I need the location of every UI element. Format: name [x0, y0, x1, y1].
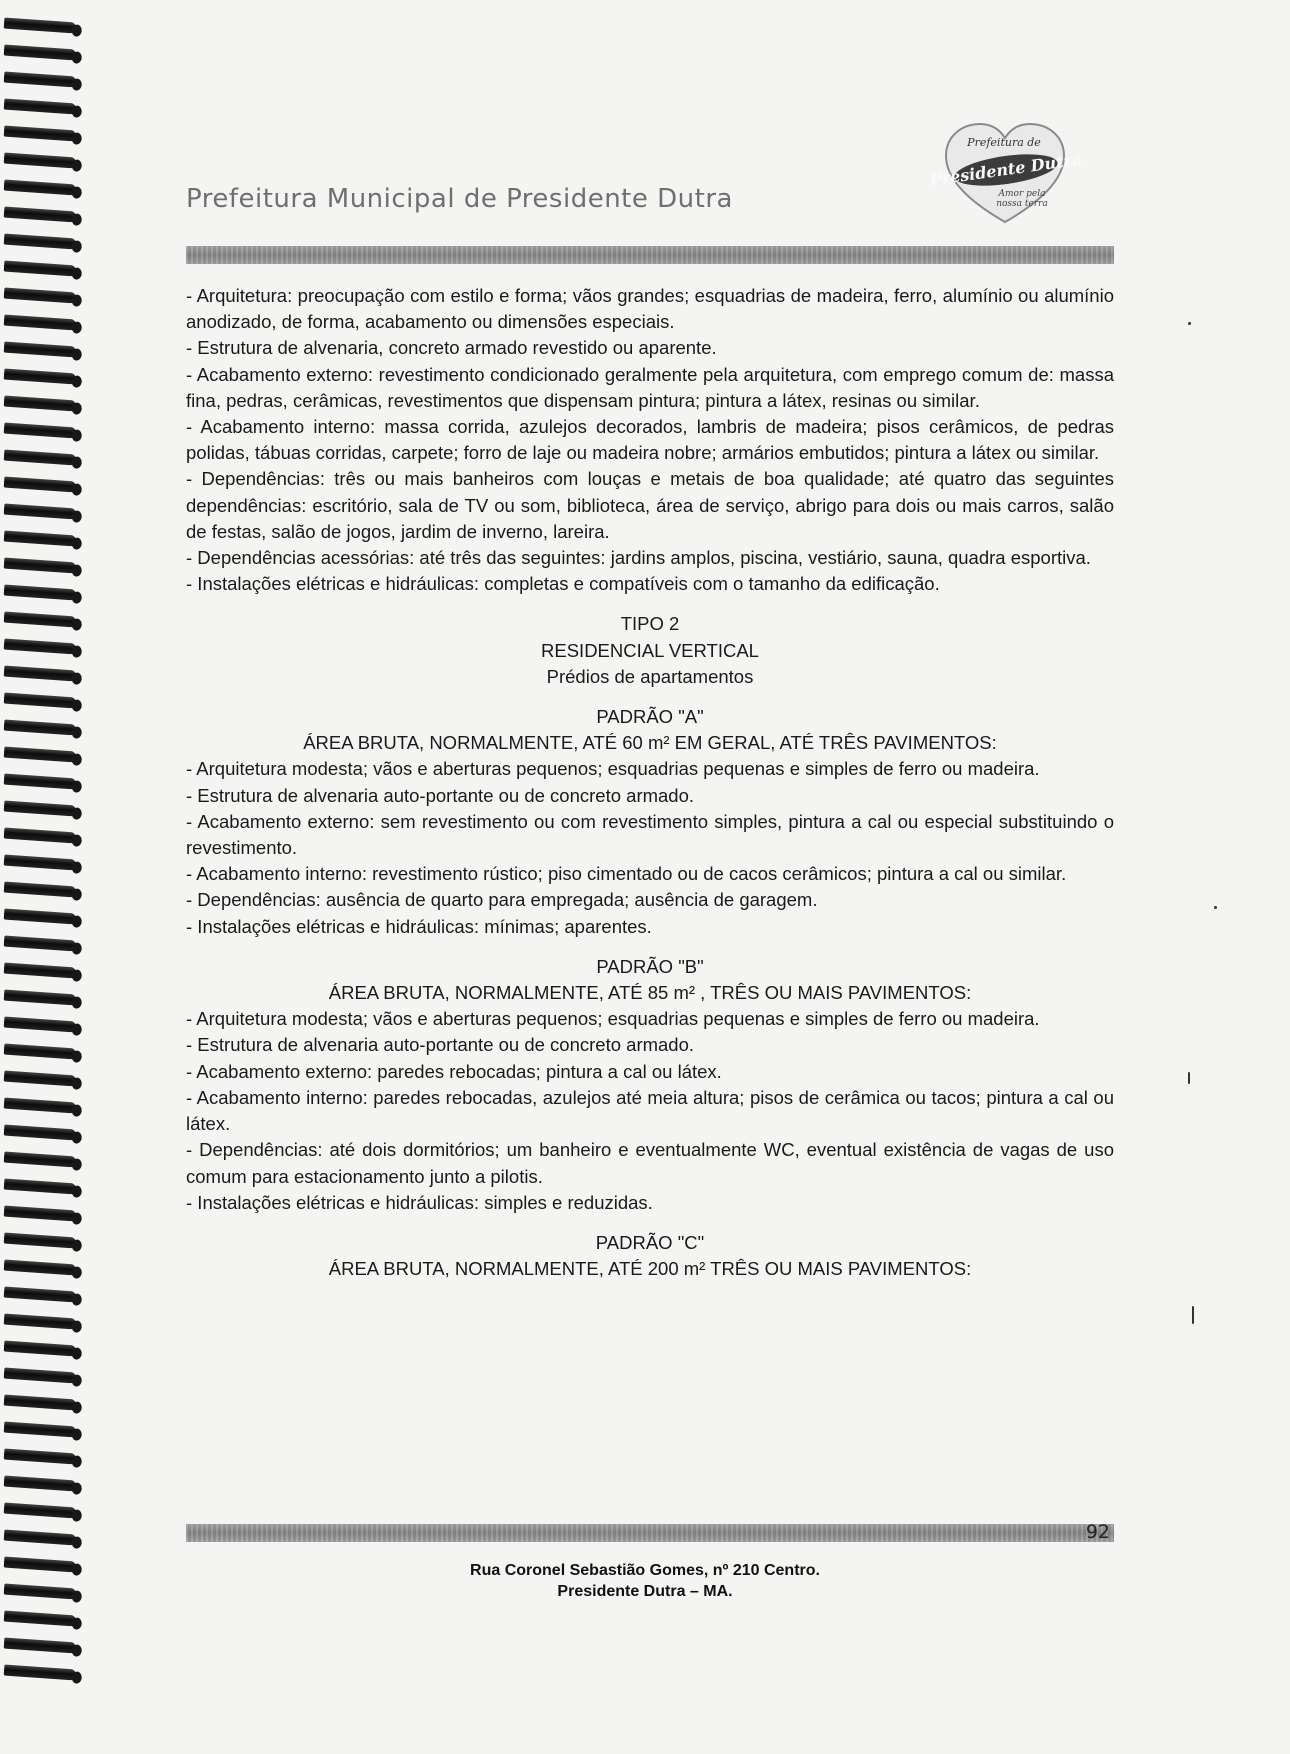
- padrao-c-area: ÁREA BRUTA, NORMALMENTE, ATÉ 200 m² TRÊS OU MAIS PAVIMENTOS:: [328, 1258, 972, 1280]
- binding-coil: [4, 909, 77, 925]
- logo-tagline-2: nossa terra: [996, 199, 1048, 209]
- page-number: 92: [1085, 1521, 1110, 1543]
- binding-coil: [4, 504, 77, 520]
- logo-tagline-1: Amor pela: [998, 189, 1046, 199]
- padrao-c-heading: PADRÃO "C": [595, 1231, 705, 1253]
- footer-line-2: Presidente Dutra – MA.: [557, 1583, 733, 1600]
- binding-coil: [4, 1476, 77, 1492]
- padrao-a-heading: PADRÃO "A": [596, 706, 704, 728]
- scan-speck: [1214, 906, 1217, 909]
- binding-coil: [4, 1287, 77, 1303]
- binding-coil: [4, 720, 77, 736]
- binding-coil: [4, 1503, 77, 1519]
- binding-coil: [4, 1071, 77, 1087]
- binding-coil: [4, 72, 77, 88]
- binding-coil: [4, 207, 77, 223]
- binding-coil: [4, 477, 77, 493]
- padrao-a-item: - Dependências: ausência de quarto para empregada; ausência de garagem.: [186, 889, 818, 911]
- binding-coil: [4, 45, 77, 61]
- padrao-b-item: - Arquitetura modesta; vãos e aberturas pequenos; esquadrias pequenas e simples de ferro ou madeira.: [186, 1008, 1040, 1030]
- footer-divider-band: [186, 1521, 1114, 1543]
- binding-coil: [4, 180, 77, 196]
- binding-coil: [4, 369, 77, 385]
- document-body: [186, 283, 1114, 1282]
- binding-coil: [4, 315, 77, 331]
- scan-speck: [1188, 1072, 1190, 1084]
- binding-coil: [4, 1665, 77, 1681]
- binding-coil: [4, 1098, 77, 1114]
- binding-coil: [4, 1638, 77, 1654]
- binding-coil: [4, 585, 77, 601]
- binding-coil: [4, 1449, 77, 1465]
- binding-coil: [4, 1341, 77, 1357]
- binding-coil: [4, 612, 77, 628]
- tipo-heading: TIPO 2: [620, 613, 680, 635]
- footer-address: [0, 1560, 1290, 1602]
- binding-coil: [4, 1395, 77, 1411]
- binding-coil: [4, 936, 77, 952]
- padrao-b-area: ÁREA BRUTA, NORMALMENTE, ATÉ 85 m² , TRÊS OU MAIS PAVIMENTOS:: [328, 982, 972, 1004]
- binding-coil: [4, 396, 77, 412]
- padrao-a-area: ÁREA BRUTA, NORMALMENTE, ATÉ 60 m² EM GERAL, ATÉ TRÊS PAVIMENTOS:: [303, 732, 997, 754]
- binding-coil: [4, 1125, 77, 1141]
- binding-coil: [4, 18, 77, 34]
- binding-coil: [4, 234, 77, 250]
- binding-coil: [4, 531, 77, 547]
- binding-coil: [4, 1044, 77, 1060]
- logo-main-text: Presidente Dutra: [928, 149, 1084, 190]
- binding-coil: [4, 963, 77, 979]
- header-divider-band: [186, 246, 1114, 264]
- intro-paragraph: - Dependências acessórias: até três das seguintes: jardins amplos, piscina, vestiário, sauna, quadra esportiva.: [186, 547, 1091, 569]
- padrao-b-item: - Estrutura de alvenaria auto-portante ou de concreto armado.: [186, 1034, 695, 1056]
- binding-coil: [4, 342, 77, 358]
- footer-line-1: Rua Coronel Sebastião Gomes, nº 210 Centro.: [470, 1562, 820, 1579]
- binding-coil: [4, 639, 77, 655]
- binding-coil: [4, 882, 77, 898]
- binding-coil: [4, 747, 77, 763]
- binding-coil: [4, 1206, 77, 1222]
- binding-coil: [4, 801, 77, 817]
- intro-paragraph: - Dependências: três ou mais banheiros com louças e metais de boa qualidade; até quatro das seguintes dependências: escritório, sala de TV ou som, biblioteca, área de serviço, abrigo para dois ou mais carros, salão de festas, salão de jogos, jardim de inverno, lareira.: [186, 468, 1114, 542]
- tipo-description: Prédios de apartamentos: [546, 665, 754, 687]
- header-title: Prefeitura Municipal de Presidente Dutra: [186, 184, 733, 214]
- binding-coil: [4, 1233, 77, 1249]
- padrao-b-item: - Dependências: até dois dormitórios; um banheiro e eventualmente WC, eventual existência de vagas de uso comum para estacionamento junto a pilotis.: [186, 1139, 1114, 1187]
- binding-coil: [4, 423, 77, 439]
- intro-paragraph: - Arquitetura: preocupação com estilo e forma; vãos grandes; esquadrias de madeira, ferro, alumínio ou alumínio anodizado, de forma, acabamento ou dimensões especiais.: [186, 285, 1114, 333]
- binding-coil: [4, 1422, 77, 1438]
- spiral-binding: [0, 20, 82, 1720]
- binding-coil: [4, 1611, 77, 1627]
- binding-coil: [4, 774, 77, 790]
- binding-coil: [4, 1368, 77, 1384]
- binding-coil: [4, 288, 77, 304]
- scan-speck: [1192, 1306, 1194, 1324]
- logo-top-text: Prefeitura de: [967, 136, 1041, 149]
- intro-paragraph: - Acabamento externo: revestimento condicionado geralmente pela arquitetura, com emprego comum de: massa fina, pedras, cerâmicas, revestimentos que dispensam pintura; pintura a látex, resinas ou similar.: [186, 363, 1114, 411]
- binding-coil: [4, 99, 77, 115]
- intro-paragraph: - Estrutura de alvenaria, concreto armado revestido ou aparente.: [186, 337, 717, 359]
- padrao-b-item: - Acabamento interno: paredes rebocadas, azulejos até meia altura; pisos de cerâmica ou tacos; pintura a cal ou látex.: [186, 1086, 1114, 1135]
- scan-speck: [1188, 322, 1191, 325]
- binding-coil: [4, 855, 77, 871]
- binding-coil: [4, 1260, 77, 1276]
- binding-coil: [4, 1152, 77, 1168]
- binding-coil: [4, 828, 77, 844]
- binding-coil: [4, 126, 77, 142]
- binding-coil: [4, 558, 77, 574]
- padrao-a-item: - Acabamento externo: sem revestimento ou com revestimento simples, pintura a cal ou especial substituindo o revestimento.: [186, 810, 1114, 859]
- binding-coil: [4, 1179, 77, 1195]
- padrao-b-item: - Acabamento externo: paredes rebocadas; pintura a cal ou látex.: [186, 1060, 722, 1082]
- padrao-a-item: - Estrutura de alvenaria auto-portante ou de concreto armado.: [186, 784, 695, 806]
- padrao-a-item: - Instalações elétricas e hidráulicas: mínimas; aparentes.: [186, 915, 652, 937]
- padrao-b-item: - Instalações elétricas e hidráulicas: simples e reduzidas.: [186, 1191, 653, 1213]
- padrao-a-item: - Acabamento interno: revestimento rústico; piso cimentado ou de cacos cerâmicos; pintura a cal ou similar.: [186, 863, 1067, 885]
- binding-coil: [4, 450, 77, 466]
- binding-coil: [4, 1314, 77, 1330]
- binding-coil: [4, 261, 77, 277]
- padrao-b-heading: PADRÃO "B": [596, 955, 704, 977]
- binding-coil: [4, 693, 77, 709]
- intro-paragraph: - Instalações elétricas e hidráulicas: completas e compatíveis com o tamanho da edificação.: [186, 573, 940, 595]
- municipality-logo: [928, 118, 1084, 228]
- binding-coil: [4, 153, 77, 169]
- binding-coil: [4, 1530, 77, 1546]
- padrao-a-item: - Arquitetura modesta; vãos e aberturas pequenos; esquadrias pequenas e simples de ferro ou madeira.: [186, 758, 1040, 780]
- binding-coil: [4, 1017, 77, 1033]
- binding-coil: [4, 990, 77, 1006]
- tipo-subheading: RESIDENCIAL VERTICAL: [541, 639, 759, 661]
- intro-paragraph: - Acabamento interno: massa corrida, azulejos decorados, lambris de madeira; pisos cerâmicos, de pedras polidas, tábuas corridas, carpete; forro de laje ou madeira nobre; armários embutidos; pintura a látex ou similar.: [186, 416, 1114, 464]
- binding-coil: [4, 666, 77, 682]
